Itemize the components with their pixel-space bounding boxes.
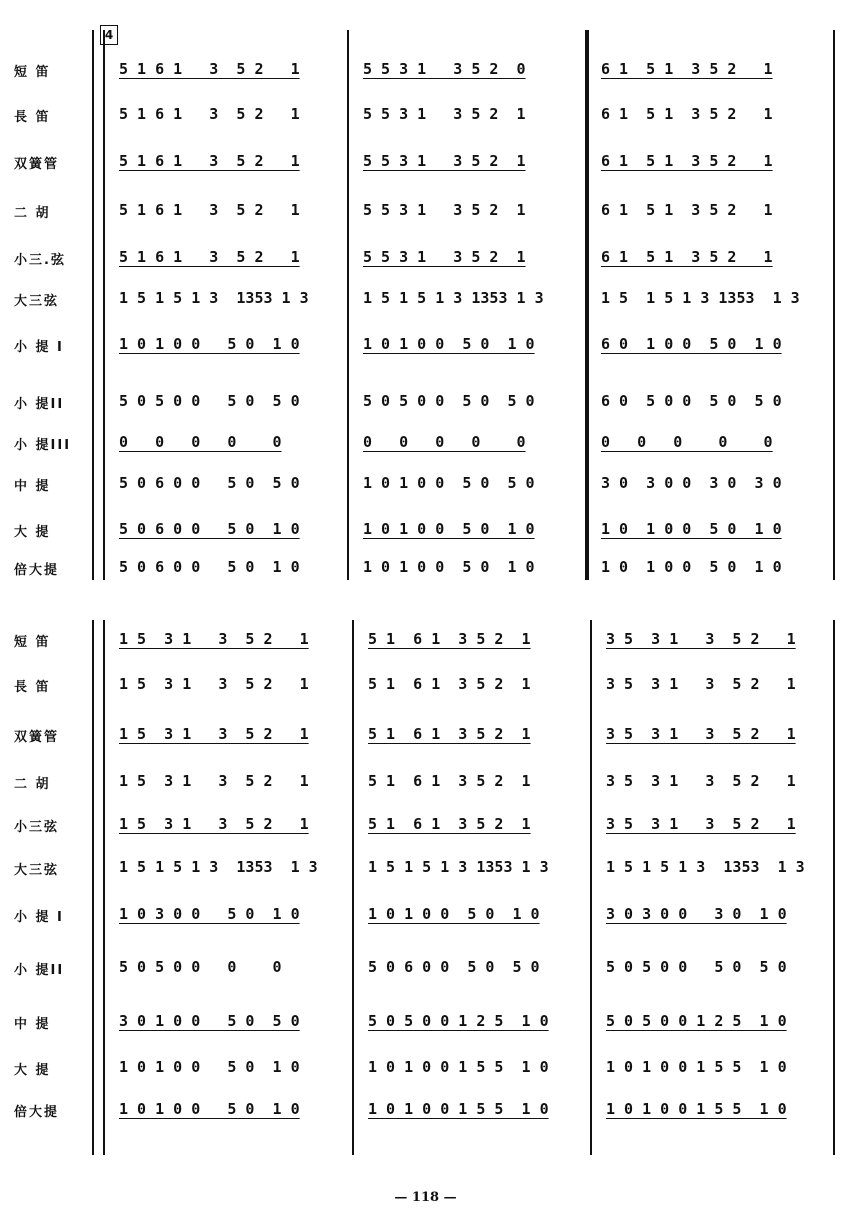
instrument-label: 二 胡 (14, 777, 51, 792)
measure-notation: 3 0 3 0 0 3 0 3 0 (601, 474, 782, 492)
instrument-label: 小三.弦 (14, 253, 66, 268)
staff-row (0, 620, 851, 656)
score-system-1 (0, 30, 851, 590)
measure-notation: 1 0 1 0 0 5 0 1 0 (119, 1100, 300, 1118)
staff-row (0, 848, 851, 884)
measure-notation: 5 0 5 0 0 5 0 5 0 (119, 392, 300, 410)
instrument-label: 大三弦 (14, 294, 60, 309)
measure-notation: 1 5 1 5 1 3 1353 1 3 (363, 289, 544, 307)
instrument-label: 短 笛 (14, 635, 51, 650)
instrument-label: 双簧管 (14, 730, 60, 745)
measure-notation: 5 0 5 0 0 5 0 5 0 (606, 958, 787, 976)
instrument-label: 小 提II (14, 963, 65, 978)
measure-notation: 5 1 6 1 3 5 2 1 (119, 248, 300, 266)
staff-row (0, 1048, 851, 1084)
measure-notation: 5 1 6 1 3 5 2 1 (368, 675, 531, 693)
measure-notation: 5 5 3 1 3 5 2 1 (363, 201, 526, 219)
measure-notation: 1 5 1 5 1 3 1353 1 3 (368, 858, 549, 876)
measure-notation: 1 5 3 1 3 5 2 1 (119, 675, 309, 693)
measure-notation: 1 0 1 0 0 1 5 5 1 0 (368, 1100, 549, 1118)
measure-notation: 5 1 6 1 3 5 2 1 (119, 152, 300, 170)
measure-notation: 0 0 0 0 0 (601, 433, 773, 451)
instrument-label: 長 笛 (14, 680, 51, 695)
staff-row (0, 50, 851, 86)
instrument-label: 小 提II (14, 397, 65, 412)
measure-notation: 1 0 1 0 0 5 0 1 0 (368, 905, 540, 923)
instrument-label: 中 提 (14, 1017, 51, 1032)
measure-notation: 5 1 6 1 3 5 2 1 (368, 815, 531, 833)
rehearsal-mark: 4 (100, 25, 118, 45)
instrument-label: 大三弦 (14, 863, 60, 878)
measure-notation: 3 5 3 1 3 5 2 1 (606, 772, 796, 790)
measure-notation: 5 1 6 1 3 5 2 1 (119, 201, 300, 219)
measure-notation: 5 5 3 1 3 5 2 1 (363, 152, 526, 170)
staff-row (0, 1002, 851, 1038)
measure-notation: 5 1 6 1 3 5 2 1 (368, 725, 531, 743)
staff-row (0, 805, 851, 841)
measure-notation: 3 5 3 1 3 5 2 1 (606, 725, 796, 743)
staff-row (0, 510, 851, 546)
measure-notation: 6 1 5 1 3 5 2 1 (601, 105, 773, 123)
instrument-label: 長 笛 (14, 110, 51, 125)
staff-row (0, 548, 851, 584)
instrument-label: 二 胡 (14, 206, 51, 221)
instrument-label: 双簧管 (14, 157, 60, 172)
instrument-label: 小 提III (14, 438, 72, 453)
score-system-2 (0, 620, 851, 1160)
measure-notation: 1 0 1 0 0 5 0 1 0 (601, 520, 782, 538)
measure-notation: 1 5 3 1 3 5 2 1 (119, 725, 309, 743)
measure-notation: 1 0 1 0 0 5 0 1 0 (119, 335, 300, 353)
measure-notation: 1 0 1 0 0 5 0 5 0 (363, 474, 535, 492)
measure-notation: 6 1 5 1 3 5 2 1 (601, 201, 773, 219)
measure-notation: 1 0 1 0 0 5 0 1 0 (363, 335, 535, 353)
measure-notation: 5 5 3 1 3 5 2 0 (363, 60, 526, 78)
instrument-label: 大 提 (14, 525, 51, 540)
measure-notation: 6 1 5 1 3 5 2 1 (601, 152, 773, 170)
staff-row (0, 382, 851, 418)
measure-notation: 1 5 3 1 3 5 2 1 (119, 772, 309, 790)
measure-notation: 5 0 5 0 0 1 2 5 1 0 (368, 1012, 549, 1030)
measure-notation: 1 0 1 0 0 5 0 1 0 (363, 558, 535, 576)
measure-notation: 1 0 1 0 0 5 0 1 0 (119, 1058, 300, 1076)
measure-notation: 3 0 1 0 0 5 0 5 0 (119, 1012, 300, 1030)
measure-notation: 1 0 1 0 0 1 5 5 1 0 (606, 1100, 787, 1118)
measure-notation: 5 0 6 0 0 5 0 1 0 (119, 558, 300, 576)
measure-notation: 3 5 3 1 3 5 2 1 (606, 815, 796, 833)
measure-notation: 1 0 3 0 0 5 0 1 0 (119, 905, 300, 923)
staff-row (0, 762, 851, 798)
measure-notation: 6 1 5 1 3 5 2 1 (601, 60, 773, 78)
instrument-label: 小三弦 (14, 820, 60, 835)
measure-notation: 5 0 6 0 0 5 0 5 0 (119, 474, 300, 492)
measure-notation: 6 1 5 1 3 5 2 1 (601, 248, 773, 266)
instrument-label: 大 提 (14, 1063, 51, 1078)
instrument-label: 小 提 I (14, 340, 64, 355)
measure-notation: 3 5 3 1 3 5 2 1 (606, 630, 796, 648)
measure-notation: 1 0 1 0 0 5 0 1 0 (363, 520, 535, 538)
staff-row (0, 238, 851, 274)
instrument-label: 短 笛 (14, 65, 51, 80)
staff-row (0, 191, 851, 227)
measure-notation: 5 1 6 1 3 5 2 1 (368, 772, 531, 790)
measure-notation: 1 5 1 5 1 3 1353 1 3 (119, 289, 309, 307)
measure-notation: 5 1 6 1 3 5 2 1 (368, 630, 531, 648)
measure-notation: 1 5 3 1 3 5 2 1 (119, 630, 309, 648)
instrument-label: 倍大提 (14, 563, 60, 578)
staff-row (0, 948, 851, 984)
measure-notation: 5 0 5 0 0 0 0 (119, 958, 282, 976)
measure-notation: 1 0 1 0 0 1 5 5 1 0 (368, 1058, 549, 1076)
page-number: — 118 — (394, 1190, 457, 1205)
measure-notation: 5 0 5 0 0 5 0 5 0 (363, 392, 535, 410)
measure-notation: 3 0 3 0 0 3 0 1 0 (606, 905, 787, 923)
measure-notation: 1 5 1 5 1 3 1353 1 3 (606, 858, 805, 876)
instrument-label: 倍大提 (14, 1105, 60, 1120)
measure-notation: 0 0 0 0 0 (363, 433, 526, 451)
measure-notation: 1 5 3 1 3 5 2 1 (119, 815, 309, 833)
staff-row (0, 895, 851, 931)
staff-row (0, 423, 851, 459)
measure-notation: 5 5 3 1 3 5 2 1 (363, 105, 526, 123)
measure-notation: 1 0 1 0 0 1 5 5 1 0 (606, 1058, 787, 1076)
measure-notation: 5 0 5 0 0 1 2 5 1 0 (606, 1012, 787, 1030)
measure-notation: 1 0 1 0 0 5 0 1 0 (601, 558, 782, 576)
staff-row (0, 279, 851, 315)
instrument-label: 中 提 (14, 479, 51, 494)
measure-notation: 3 5 3 1 3 5 2 1 (606, 675, 796, 693)
measure-notation: 5 1 6 1 3 5 2 1 (119, 60, 300, 78)
instrument-label: 小 提 I (14, 910, 64, 925)
measure-notation: 6 0 1 0 0 5 0 1 0 (601, 335, 782, 353)
staff-row (0, 1090, 851, 1126)
staff-row (0, 95, 851, 131)
staff-row (0, 325, 851, 361)
measure-notation: 1 5 1 5 1 3 1353 1 3 (119, 858, 318, 876)
measure-notation: 5 1 6 1 3 5 2 1 (119, 105, 300, 123)
measure-notation: 1 5 1 5 1 3 1353 1 3 (601, 289, 800, 307)
staff-row (0, 464, 851, 500)
measure-notation: 5 5 3 1 3 5 2 1 (363, 248, 526, 266)
measure-notation: 5 0 6 0 0 5 0 1 0 (119, 520, 300, 538)
measure-notation: 5 0 6 0 0 5 0 5 0 (368, 958, 540, 976)
staff-row (0, 665, 851, 701)
measure-notation: 0 0 0 0 0 (119, 433, 282, 451)
staff-row (0, 715, 851, 751)
staff-row (0, 142, 851, 178)
measure-notation: 6 0 5 0 0 5 0 5 0 (601, 392, 782, 410)
